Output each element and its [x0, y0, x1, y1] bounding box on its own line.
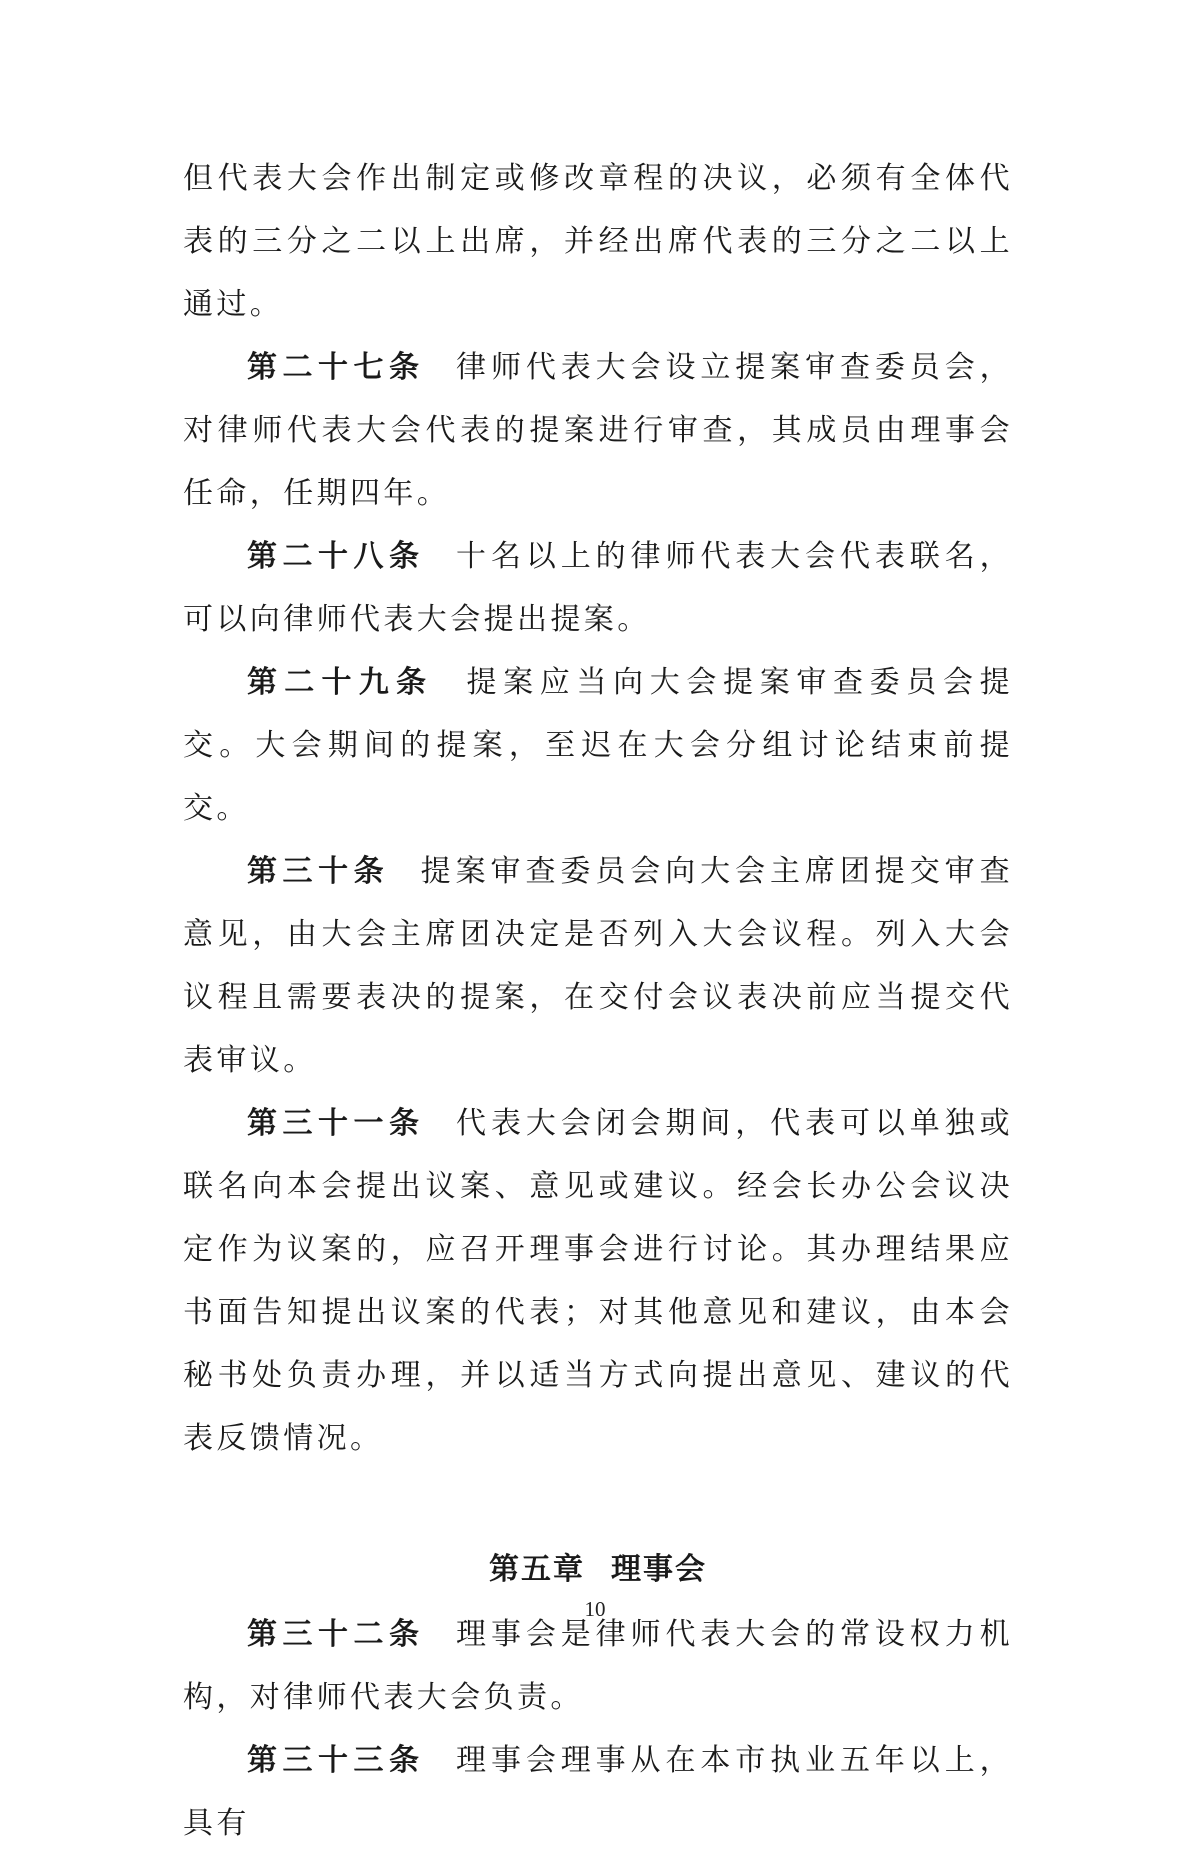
article-title: 第三十二条: [247, 1617, 425, 1652]
article-title: 第三十三条: [247, 1743, 425, 1778]
page-number: 10: [584, 1597, 606, 1621]
article-27: [183, 336, 1013, 525]
paragraph-text: 但代表大会作出制定或修改章程的决议，必须有全体代表的三分之二以上出席，并经出席代表的三分之二以上通过。: [183, 161, 1013, 322]
article-text: 理事会理事从在本市执业五年以上，具有: [183, 1743, 1014, 1841]
article-title: 第三十一条: [247, 1106, 425, 1141]
article-28: [183, 525, 1013, 651]
article-title: 第二十九条: [247, 665, 434, 700]
article-text: 代表大会闭会期间，代表可以单独或联名向本会提出议案、意见或建议。经会长办公会议决定作为议案的，应召开理事会进行讨论。其办理结果应书面告知提出议案的代表；对其他意见和建议，由本会秘书处负责办理，并以适当方式向提出意见、建议的代表反馈情况。: [183, 1106, 1014, 1456]
article-title: 第二十八条: [247, 539, 425, 574]
chapter-number: 第五章: [489, 1552, 585, 1587]
article-text: 提案应当向大会提案审查委员会提交。大会期间的提案，至迟在大会分组讨论结束前提交。: [183, 665, 1013, 826]
article-text: 十名以上的律师代表大会代表联名，可以向律师代表大会提出提案。: [183, 539, 1014, 637]
article-title: 第三十条: [247, 854, 390, 889]
article-29: [183, 651, 1013, 840]
paragraph-continuation: [183, 147, 1013, 336]
article-text: 理事会是律师代表大会的常设权力机构，对律师代表大会负责。: [183, 1617, 1014, 1715]
chapter-heading: [183, 1538, 1013, 1601]
article-text: 提案审查委员会向大会主席团提交审查意见，由大会主席团决定是否列入大会议程。列入大会议程且需要表决的提案，在交付会议表决前应当提交代表审议。: [183, 854, 1013, 1078]
article-30: [183, 840, 1013, 1092]
article-text: 律师代表大会设立提案审查委员会，对律师代表大会代表的提案进行审查，其成员由理事会任命，任期四年。: [183, 350, 1014, 511]
article-33: [183, 1729, 1013, 1855]
article-31: [183, 1092, 1013, 1470]
article-title: 第二十七条: [247, 350, 425, 385]
chapter-title: 理事会: [611, 1552, 707, 1587]
